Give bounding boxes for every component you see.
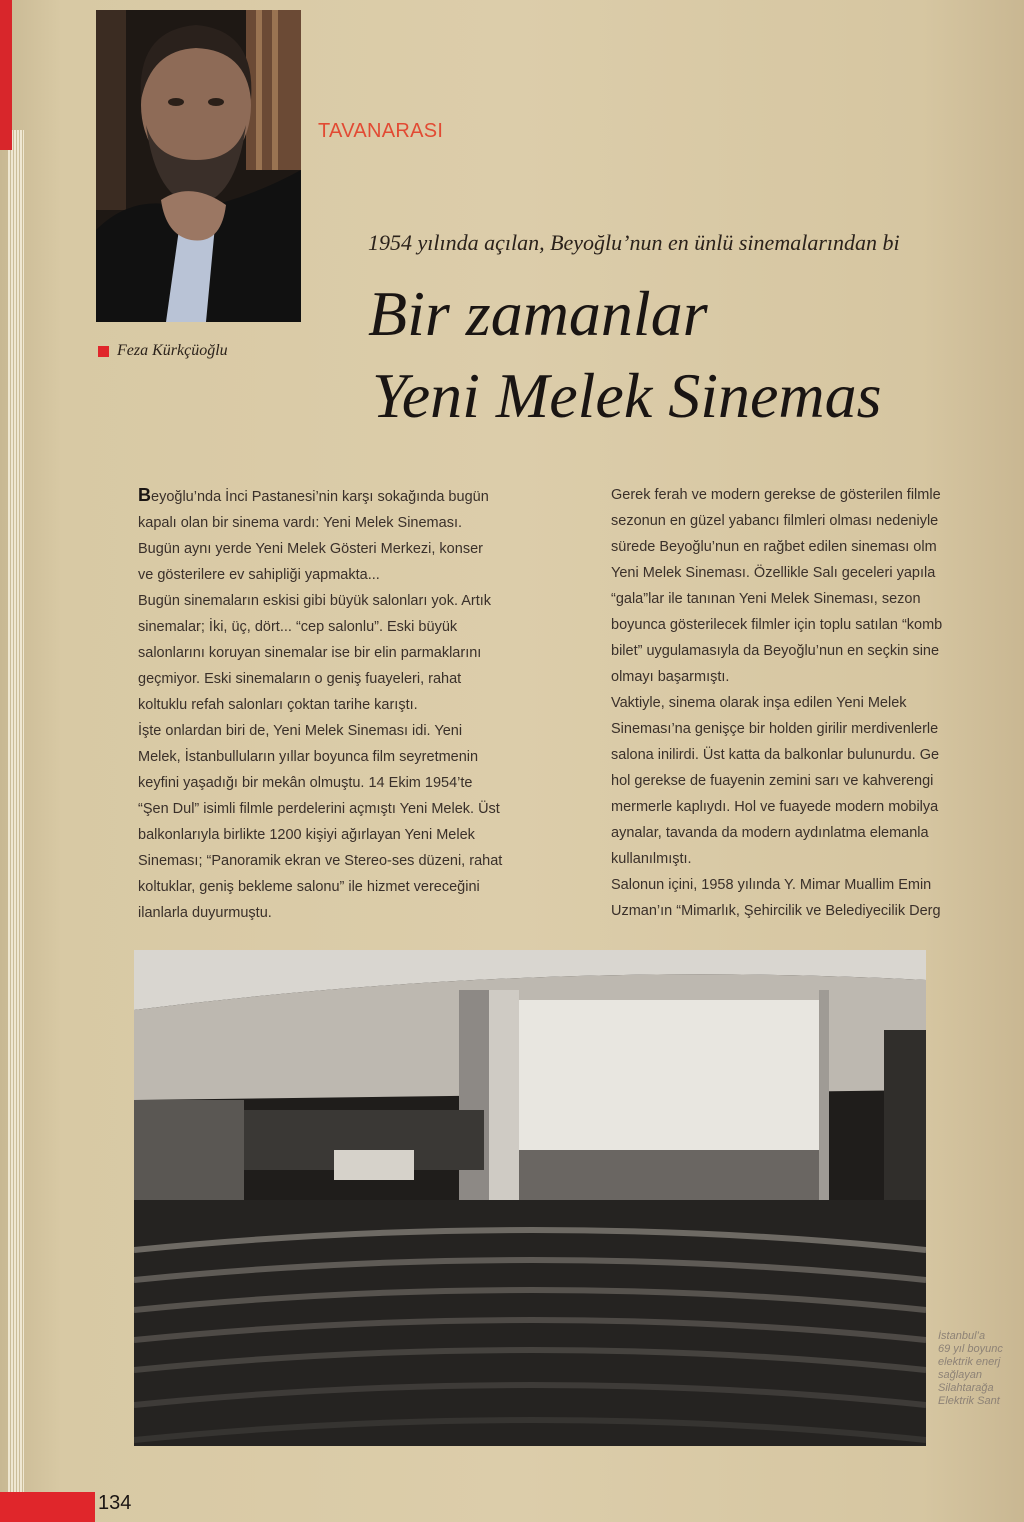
text-line: sinemalar; İki, üç, dört... “cep salonlu”. Eski büyük xyxy=(138,619,458,635)
author-byline xyxy=(98,342,228,360)
text-line: salonlarını koruyan sinemalar ise bir elin parmaklarını xyxy=(138,645,482,661)
text-line: geçmiyor. Eski sinemaların o geniş fuayeleri, rahat xyxy=(138,671,462,687)
text-line: Salonun içini, 1958 yılında Y. Mimar Muallim Emin xyxy=(611,877,932,893)
text-line: Melek, İstanbulluların yıllar boyunca film seyretmenin xyxy=(138,749,479,765)
author-photo xyxy=(96,10,301,322)
section-label: TAVANARASI xyxy=(318,120,444,142)
text-line: sezonun en güzel yabancı filmleri olması nedeniyle xyxy=(611,513,939,529)
text-line: boyunca gösterilecek filmler için toplu satılan “komb xyxy=(611,617,943,633)
red-square-bullet-icon xyxy=(98,346,109,357)
text-line: keyfini yaşadığı bir mekân olmuştu. 14 Ekim 1954’te xyxy=(138,775,473,791)
caption-line: İstanbul’a xyxy=(938,1330,986,1342)
red-page-tab-top xyxy=(0,0,12,150)
caption-line: elektrik enerj xyxy=(938,1356,1001,1368)
text-line: ilanlarla duyurmuştu. xyxy=(138,905,272,921)
text-line: balkonlarıyla birlikte 1200 kişiyi ağırlayan Yeni Melek xyxy=(138,827,475,843)
text-line: Uzman’ın “Mimarlık, Şehircilik ve Belediyecilik Derg xyxy=(611,903,941,919)
text-line: ve gösterilere ev sahipliği yapmakta... xyxy=(138,567,380,583)
author-name: Feza Kürkçüoğlu xyxy=(117,342,228,359)
cinema-hall-photo xyxy=(134,950,926,1446)
text-line: “gala”lar ile tanınan Yeni Melek Sineması, sezon xyxy=(611,591,921,607)
text-line: “Şen Dul” isimli filmle perdelerini açmıştı Yeni Melek. Üst xyxy=(138,801,500,817)
text-line: Beyoğlu’nda İnci Pastanesi’nin karşı sokağında bugün xyxy=(138,485,489,505)
text-line: Sineması’na genişçe bir holden girilir merdivenlerle xyxy=(611,721,939,737)
text-line: koltuklu refah salonları çoktan tarihe karıştı. xyxy=(138,697,418,713)
caption-line: 69 yıl boyunc xyxy=(938,1343,1003,1355)
text-line: olmayı başarmıştı. xyxy=(611,669,730,685)
page-number: 134 xyxy=(98,1492,132,1514)
text-line: mermerle kaplıydı. Hol ve fuayede modern mobilya xyxy=(611,799,939,815)
text-line: Bugün aynı yerde Yeni Melek Gösteri Merkezi, konser xyxy=(138,541,483,557)
text-line: aynalar, tavanda da modern aydınlatma elemanla xyxy=(611,825,929,841)
article-title-line-2: Yeni Melek Sinemas xyxy=(372,360,882,431)
text-line: İşte onlardan biri de, Yeni Melek Sineması idi. Yeni xyxy=(138,723,463,739)
text-line: kapalı olan bir sinema vardı: Yeni Melek Sineması. xyxy=(138,515,463,531)
caption-line: Elektrik Sant xyxy=(938,1395,1000,1407)
text-line: salona inilirdi. Üst katta da balkonlar bulunurdu. Ge xyxy=(611,747,940,763)
text-line: Yeni Melek Sineması. Özellikle Salı geceleri yapıla xyxy=(611,565,936,581)
page-edge-stack xyxy=(8,130,24,1520)
text-line: koltuklar, geniş bekleme salonu” ile hizmet vereceğini xyxy=(138,879,480,895)
article-column-right xyxy=(611,482,1024,924)
drop-cap: B xyxy=(138,485,151,505)
text-line: bilet” uygulamasıyla da Beyoğlu’nun en seçkin sine xyxy=(611,643,940,659)
caption-line: sağlayan xyxy=(938,1369,983,1381)
text-line: Gerek ferah ve modern gerekse de gösterilen filmle xyxy=(611,487,941,503)
text-line: Sineması; “Panoramik ekran ve Stereo-ses düzeni, rahat xyxy=(138,853,503,869)
caption-line: Silahtarağa xyxy=(938,1382,994,1394)
article-column-left xyxy=(138,482,593,926)
article-subtitle: 1954 yılında açılan, Beyoğlu’nun en ünlü sinemalarından bi xyxy=(368,230,900,255)
red-page-tab-bottom xyxy=(0,1492,95,1522)
text-line: Bugün sinemaların eskisi gibi büyük salonları yok. Artık xyxy=(138,593,492,609)
text-line: Vaktiyle, sinema olarak inşa edilen Yeni Melek xyxy=(611,695,907,711)
text-line: hol gerekse de fuayenin zemini sarı ve kahverengi xyxy=(611,773,934,789)
text-line: sürede Beyoğlu’nun en rağbet edilen sineması olm xyxy=(611,539,937,555)
article-title-line-1: Bir zamanlar xyxy=(368,278,708,349)
photo-caption xyxy=(938,1330,1024,1408)
text-line: kullanılmıştı. xyxy=(611,851,692,867)
